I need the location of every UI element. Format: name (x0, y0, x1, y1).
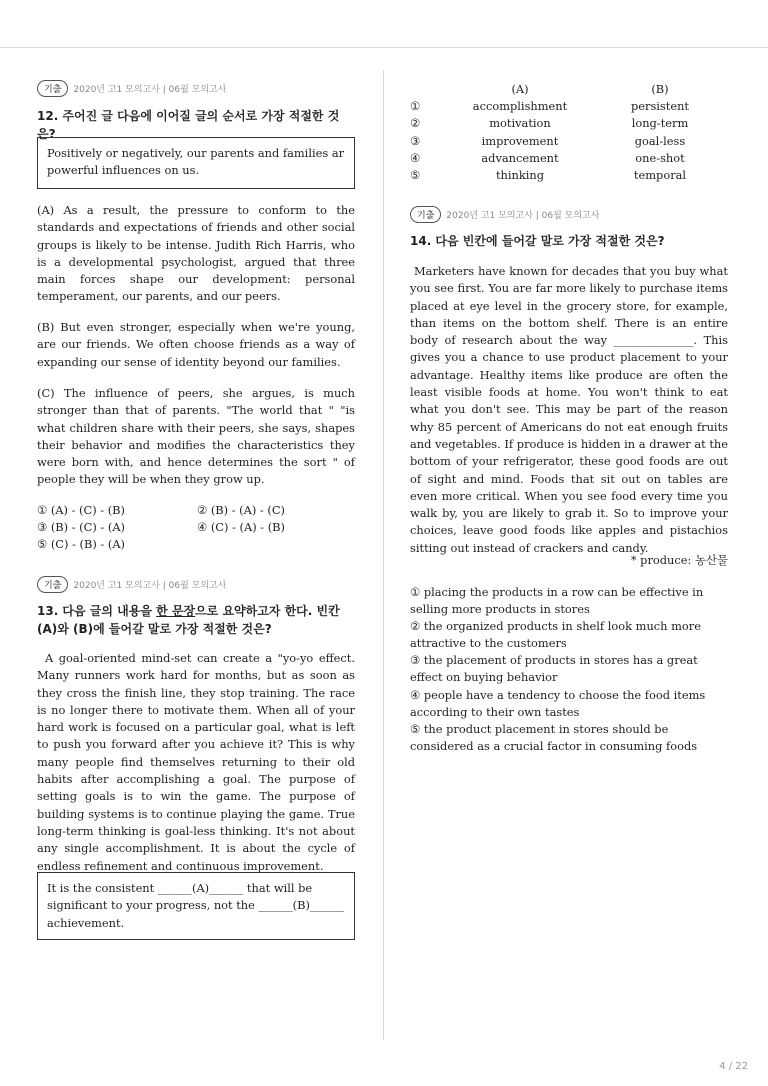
q13-title-underlined: 한 문장 (156, 604, 196, 618)
q13-title-pre: 13. 다음 글의 내용을 (37, 604, 157, 618)
q12-paragraph-b: (B) But even stronger, especially when we're young, are our friends. We often choose friends as a way of expanding our sense of identity beyond our families. (37, 320, 355, 369)
col-b-header: (B) (651, 81, 669, 96)
column-divider (383, 70, 384, 1040)
choice-b: one-shot (635, 150, 685, 165)
source-badge: 기출 (410, 206, 441, 223)
q14-choice-5[interactable]: ⑤ the product placement in stores should be considered as a crucial factor in consuming foods (410, 722, 698, 754)
choice-b: long-term (631, 116, 689, 131)
source-text: 2020년 고1 모의고사 | 06월 모의고사 (73, 581, 227, 591)
choice-a: accomplishment (472, 98, 568, 113)
choice-a: advancement (481, 150, 559, 165)
choice-number: ⑤ (410, 168, 421, 183)
table-row[interactable] (410, 166, 730, 183)
page-number: 4 / 22 (719, 1061, 748, 1072)
choice-number: ③ (410, 133, 421, 148)
table-row[interactable] (410, 132, 730, 149)
q13-source-tag (37, 576, 226, 593)
table-header-row (410, 80, 730, 97)
source-badge: 기출 (37, 576, 68, 593)
q14-footnote: * produce: 농산물 (630, 553, 728, 567)
q13-answer-table (410, 80, 730, 184)
table-row[interactable] (410, 115, 730, 132)
q14-choice-2[interactable]: ② the organized products in shelf look much more attractive to the customers (410, 619, 701, 651)
q12-option-3[interactable]: ③ (B) - (C) - (A) (37, 520, 125, 534)
choice-a: improvement (481, 133, 559, 148)
q12-title: 12. 주어진 글 다음에 이어질 글의 순서로 가장 적절한 것은? (37, 109, 340, 141)
q12-paragraph-a: (A) As a result, the pressure to conform to the standards and expectations of friends and other social groups is likely to be intense. Judith Rich Harris, who is a developmental psychologist, argued that three main forces shape our development: personal temperament, our parents, and our peers. (37, 203, 355, 304)
choice-number: ④ (410, 150, 421, 165)
q12-option-1[interactable]: ① (A) - (C) - (B) (37, 503, 125, 517)
source-text: 2020년 고1 모의고사 | 06월 모의고사 (446, 211, 600, 221)
choice-b: persistent (630, 98, 690, 113)
q12-given-text-box: Positively or negatively, our parents and families ar powerful influences on us. (37, 137, 355, 189)
choice-number: ② (410, 116, 421, 131)
q14-source-tag (410, 206, 599, 223)
table-row[interactable] (410, 97, 730, 114)
source-badge: 기출 (37, 80, 68, 97)
source-text: 2020년 고1 모의고사 | 06월 모의고사 (73, 85, 227, 95)
choice-a: motivation (489, 116, 551, 131)
q12-option-2[interactable]: ② (B) - (A) - (C) (197, 503, 285, 517)
table-row[interactable] (410, 149, 730, 166)
q14-choice-3[interactable]: ③ the placement of products in stores has a great effect on buying behavior (410, 653, 698, 685)
q13-title (37, 602, 357, 638)
q13-title-post: 으로 요약하고자 한다. 빈칸 (A)와 (B)에 들어갈 말로 가장 적절한 것은? (37, 604, 340, 636)
q12-option-4[interactable]: ④ (C) - (A) - (B) (197, 520, 285, 534)
col-a-header: (A) (511, 81, 529, 96)
header-rule (0, 47, 768, 48)
q14-choice-1[interactable]: ① placing the products in a row can be effective in selling more products in stores (410, 585, 704, 617)
choice-b: temporal (633, 168, 687, 183)
q14-passage: Marketers have known for decades that you buy what you see first. You are far more likely to purchase items placed at eye level in the grocery store, for example, than items on the bottom shelf. There is an entire body of research about the way ______________. This gives you a chance to use product placement to your advantage. Healthy items like produce are often the least visible foods at home. You won't think to eat what you don't see. This may be part of the reason why 85 percent of Americans do not eat enough fruits and vegetables. If produce is hidden in a drawer at the bottom of your refrigerator, these good foods are out of sight and mind. Foods that sit out on tables are even more critical. When you see food every time you walk by, you are likely to grab it. So to improve your choices, leave good foods like apples and pistachios sitting out instead of crackers and candy. (410, 264, 728, 555)
q13-summary-box: It is the consistent ______(A)______ that will be significant to your progress, not the ______(B)______ achievement. (37, 872, 355, 940)
choice-number: ① (410, 98, 421, 113)
q12-option-5[interactable]: ⑤ (C) - (B) - (A) (37, 537, 125, 551)
q14-choice-4[interactable]: ④ people have a tendency to choose the food items according to their own tastes (410, 688, 706, 720)
q14-title: 14. 다음 빈칸에 들어갈 말로 가장 적절한 것은? (410, 234, 665, 248)
q12-source-tag (37, 80, 226, 97)
choice-b: goal-less (634, 133, 686, 148)
q12-paragraph-c: (C) The influence of peers, she argues, is much stronger than that of parents. "The world that " "is what children share with their peers, she says, shapes their behavior and modifies the characteristics they were born with, and hence determines the sort " of people they will be when they grow up. (37, 386, 355, 487)
q13-passage: A goal-oriented mind-set can create a "yo-yo effect. Many runners work hard for months, but as soon as they cross the finish line, they stop training. The race is no longer there to motivate them. When all of your hard work is focused on a particular goal, what is left to push you forward after you achieve it? This is why many people find themselves returning to their old habits after accomplishing a goal. The purpose of setting goals is to win the game. The purpose of building systems is to continue playing the game. True long-term thinking is goal-less thinking. It's not about any single accomplishment. It is about the cycle of endless refinement and continuous improvement. (37, 651, 355, 873)
choice-a: thinking (495, 168, 545, 183)
